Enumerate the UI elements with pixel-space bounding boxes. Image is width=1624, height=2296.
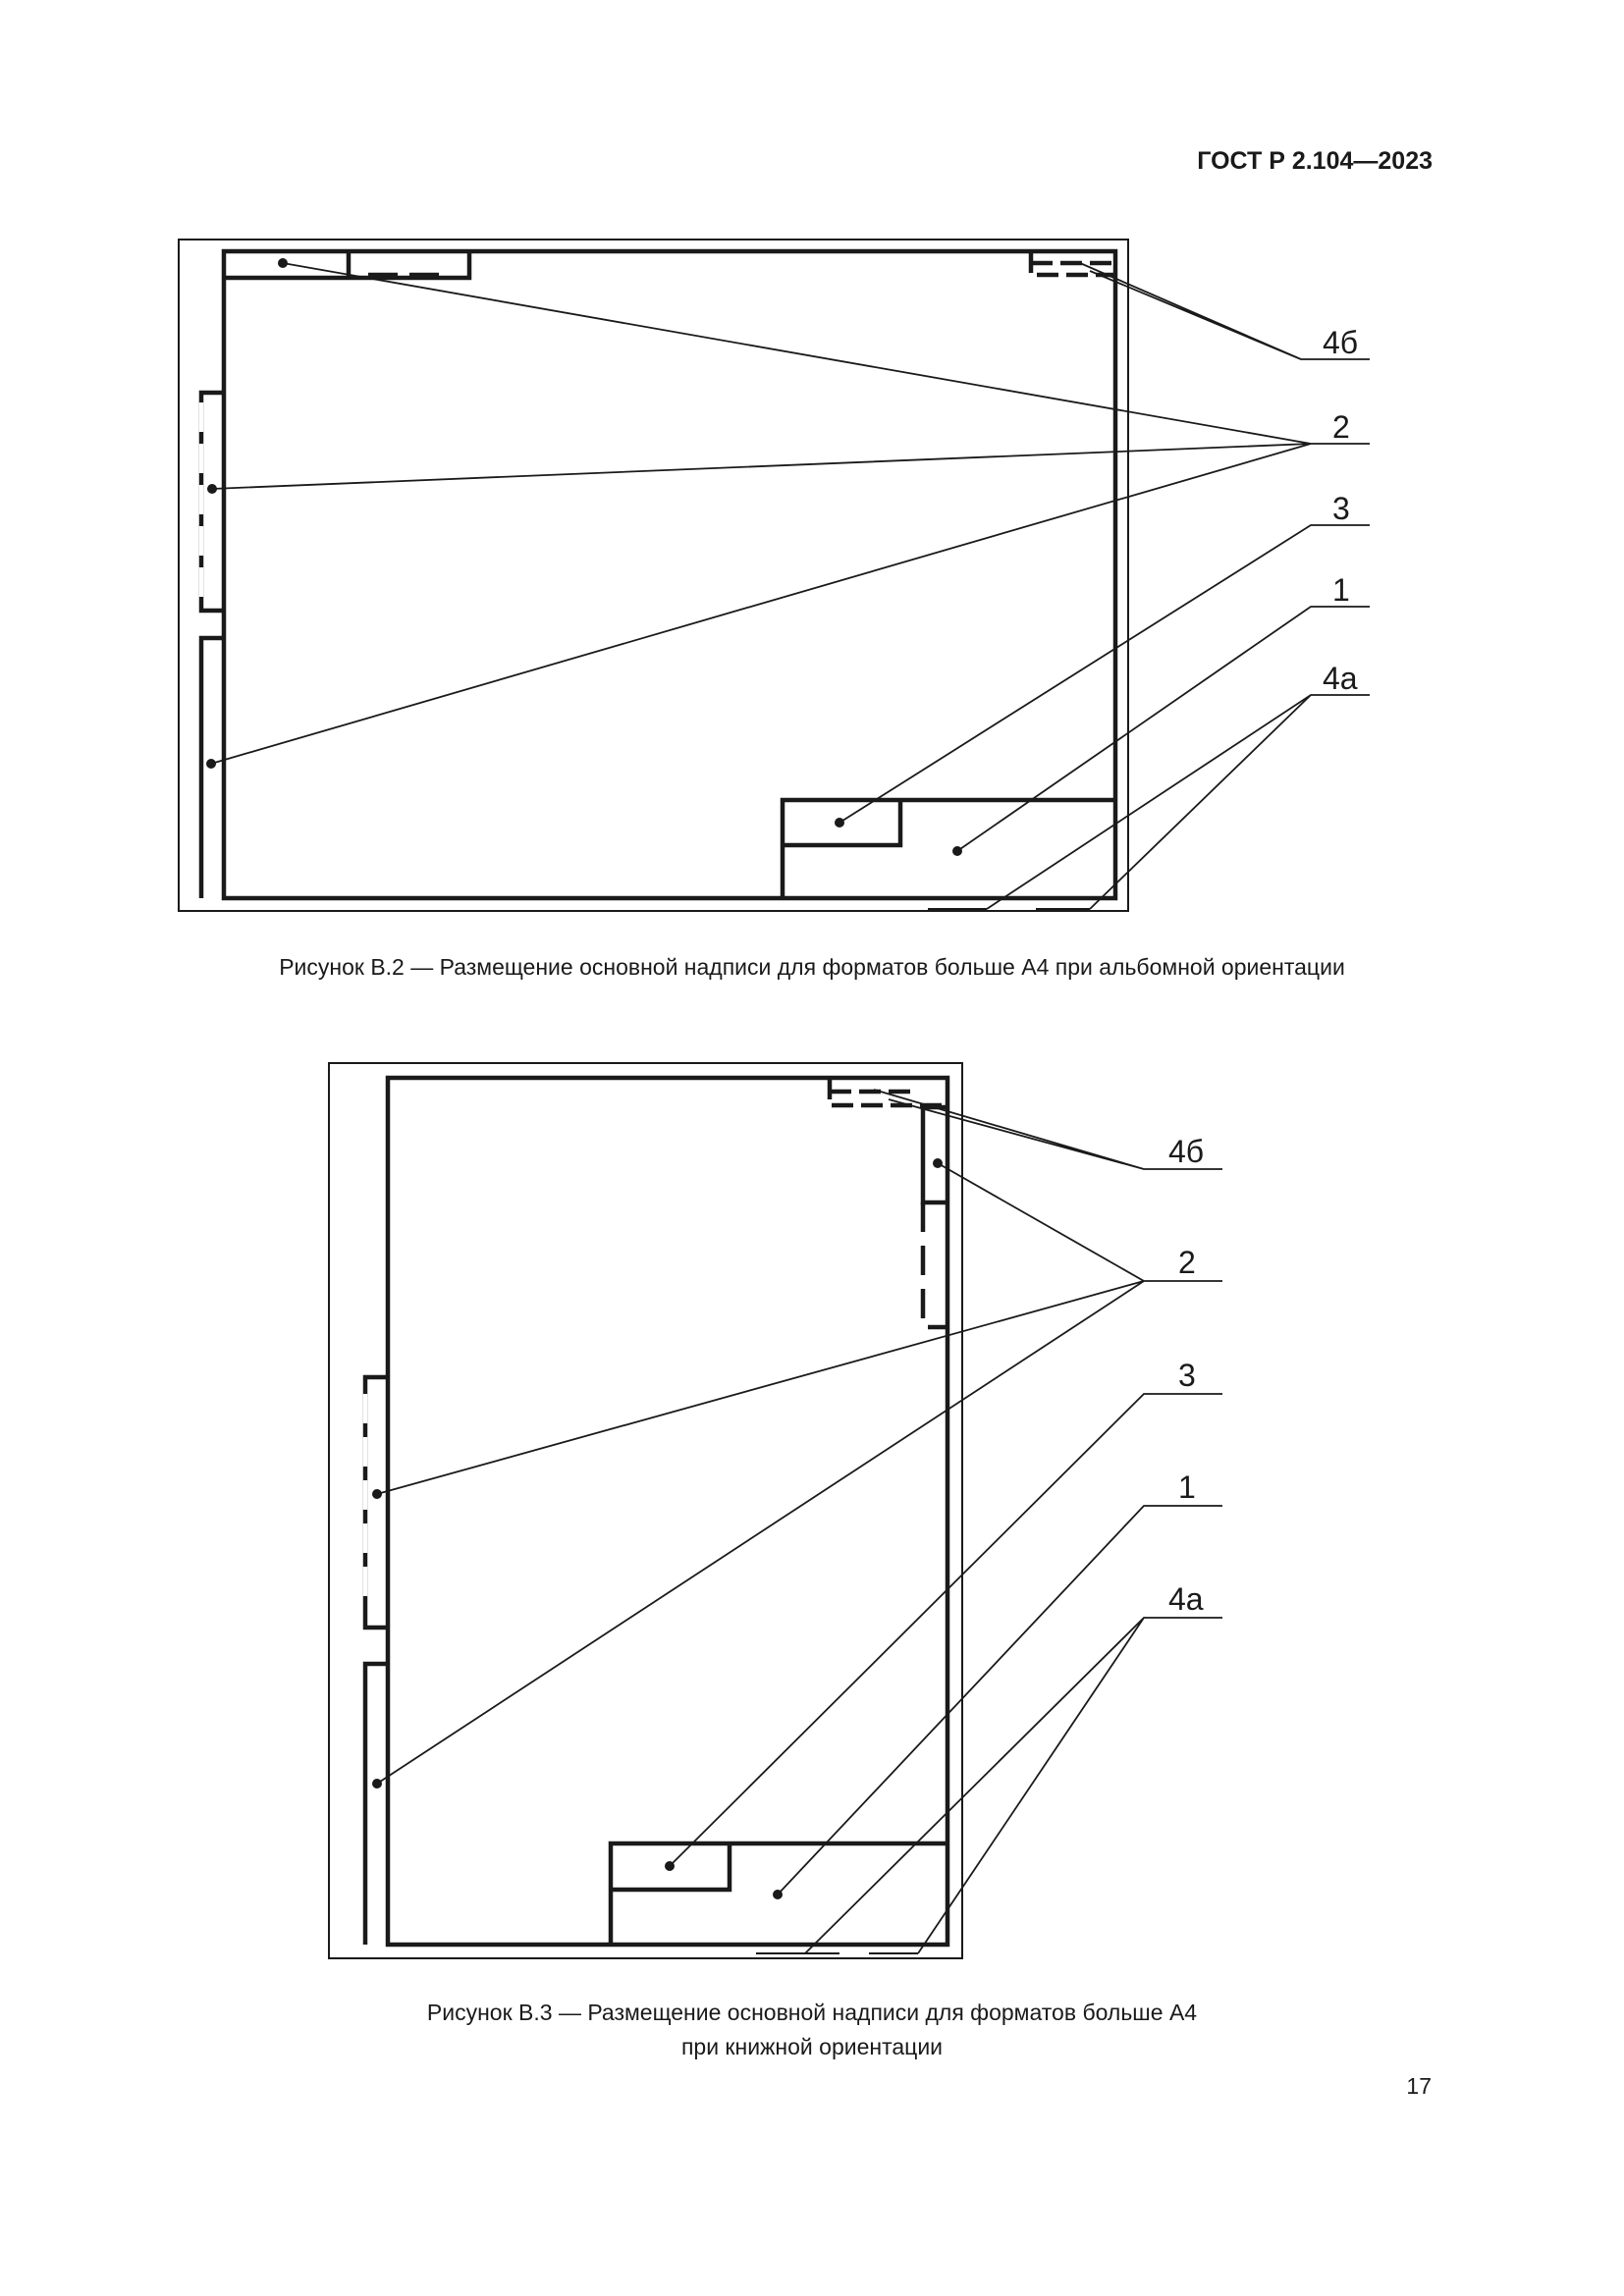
leader-1 <box>957 607 1370 851</box>
figure-b3-caption <box>0 1996 1624 2064</box>
page-number: 17 <box>1406 2073 1432 2099</box>
top-right-block <box>1031 251 1115 275</box>
label-4b: 4б <box>1168 1134 1205 1169</box>
figure-b3-caption-line2: при книжной ориентации <box>680 2034 944 2059</box>
document-code: ГОСТ Р 2.104—2023 <box>1197 147 1433 175</box>
sheet-edge <box>329 1063 962 1958</box>
left-block-upper <box>365 1377 388 1628</box>
label-4a: 4а <box>1323 661 1358 696</box>
drawing-frame <box>388 1078 947 1945</box>
figure-b3-caption-line1: Рисунок В.3 — Размещение основной надписи для форматов больше А4 <box>426 2000 1198 2025</box>
leader-1 <box>778 1506 1222 1895</box>
label-3: 3 <box>1332 491 1350 526</box>
right-block-lower <box>923 1202 947 1327</box>
figure-b3-drawing <box>0 1050 1624 1973</box>
sheet-edge <box>179 240 1128 911</box>
label-1: 1 <box>1178 1469 1196 1505</box>
left-block-upper <box>201 393 224 611</box>
title-block <box>783 800 1115 898</box>
label-3: 3 <box>1178 1358 1196 1393</box>
figure-b2-drawing <box>0 226 1624 933</box>
label-2: 2 <box>1332 409 1350 445</box>
right-block-upper <box>923 1107 947 1202</box>
top-right-block <box>830 1078 947 1105</box>
label-4a: 4а <box>1168 1581 1204 1617</box>
leader-2 <box>211 263 1370 764</box>
left-block-lower <box>365 1664 388 1945</box>
label-4b: 4б <box>1323 325 1359 360</box>
label-2: 2 <box>1178 1245 1196 1280</box>
figure-b2-caption: Рисунок В.2 — Размещение основной надписи для форматов больше А4 при альбомной ориентации <box>279 954 1345 980</box>
leader-3 <box>839 525 1370 823</box>
label-1: 1 <box>1332 572 1350 608</box>
